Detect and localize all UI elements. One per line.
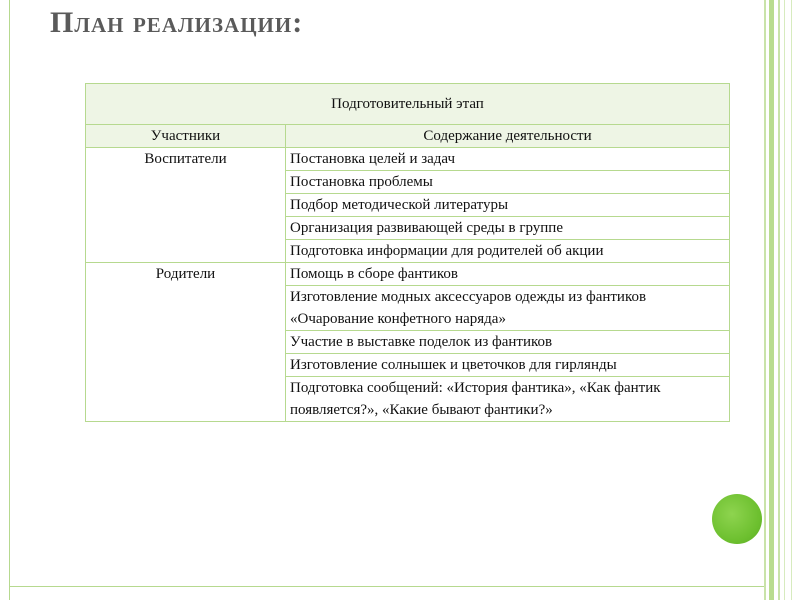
frame-bottom-border (9, 586, 764, 587)
activity-cell: Подготовка сообщений: «История фантика», «Как фантик появляется?», «Какие бывают фантики?» (286, 377, 730, 422)
activity-cell: Участие в выставке поделок из фантиков (286, 331, 730, 354)
activity-cell: Подбор методической литературы (286, 194, 730, 217)
table-caption-row (86, 84, 730, 125)
activity-cell: Организация развивающей среды в группе (286, 217, 730, 240)
column-header-participants: Участники (86, 125, 286, 148)
decor-stripe (778, 0, 780, 600)
column-header-activities: Содержание деятельности (286, 125, 730, 148)
activity-cell: Постановка проблемы (286, 171, 730, 194)
activity-cell: Изготовление модных аксессуаров одежды из фантиков «Очарование конфетного наряда» (286, 286, 730, 331)
column-header-row (86, 125, 730, 148)
activity-cell: Изготовление солнышек и цветочков для гирлянды (286, 354, 730, 377)
participant-cell: Родители (86, 263, 286, 422)
frame-left-border (9, 0, 10, 600)
plan-table (85, 83, 730, 422)
activity-cell: Постановка целей и задач (286, 148, 730, 171)
activity-cell: Помощь в сборе фантиков (286, 263, 730, 286)
decor-stripe (764, 0, 766, 600)
decor-green-circle (712, 494, 762, 544)
table-row (86, 148, 730, 171)
table-caption: Подготовительный этап (86, 84, 730, 125)
decor-stripe (769, 0, 774, 600)
slide-title: План реализации: (50, 6, 304, 39)
activity-cell: Подготовка информации для родителей об акции (286, 240, 730, 263)
decor-stripe (784, 0, 785, 600)
participant-cell: Воспитатели (86, 148, 286, 263)
table-row (86, 263, 730, 286)
decor-stripe (791, 0, 792, 600)
